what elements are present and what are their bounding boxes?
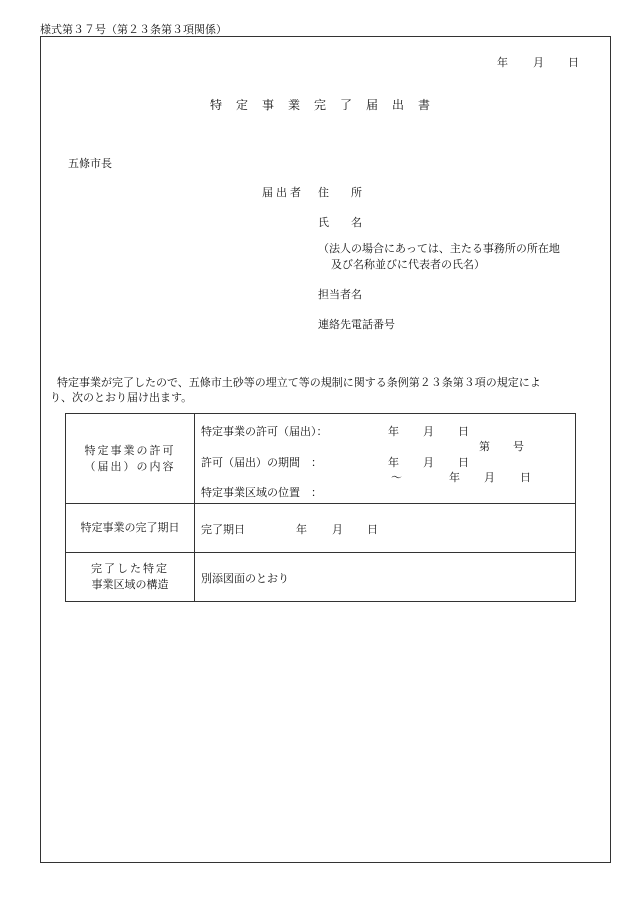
corporate-note-line2: 及び名称並びに代表者の氏名） xyxy=(331,258,485,271)
body-text-line1: 特定事業が完了したので、五條市土砂等の埋立て等の規制に関する条例第２３条第３項の規定によ xyxy=(57,376,541,389)
structure-label xyxy=(66,553,195,602)
row-structure xyxy=(66,553,576,602)
completion-date-label: 特定事業の完了期日 xyxy=(66,504,195,553)
period-end-month: 月 xyxy=(484,471,495,484)
structure-value: 別添図面のとおり xyxy=(201,572,289,585)
completion-date-cell xyxy=(195,504,576,553)
document-title: 特定事業完了届出書 xyxy=(210,98,445,112)
corporate-note-line1: （法人の場合にあっては、主たる事務所の所在地 xyxy=(318,242,560,255)
permit-content-label-line2: （届出）の内容 xyxy=(84,459,176,473)
name-label: 氏 名 xyxy=(318,216,362,229)
permit-content-label-line1: 特定事業の許可 xyxy=(84,443,176,457)
permit-day: 日 xyxy=(458,425,469,438)
period-start-month: 月 xyxy=(423,456,434,469)
permit-content-cell xyxy=(195,414,576,504)
period-start-year: 年 xyxy=(388,456,399,469)
form-number: 様式第３７号（第２３条第３項関係） xyxy=(40,23,227,36)
period-label: 許可（届出）の期間 ： xyxy=(201,456,322,469)
date-day: 日 xyxy=(568,56,579,69)
permit-no-suffix: 号 xyxy=(513,440,524,453)
permit-content-label xyxy=(66,414,195,504)
submitter-role: 届出者 xyxy=(262,186,304,199)
date-year: 年 xyxy=(497,56,508,69)
phone-label: 連絡先電話番号 xyxy=(318,318,395,331)
structure-cell xyxy=(195,553,576,602)
period-end-day: 日 xyxy=(520,471,531,484)
period-start-day: 日 xyxy=(458,456,469,469)
period-end-year: 年 xyxy=(449,471,460,484)
body-text-line2: り、次のとおり届け出ます。 xyxy=(50,391,193,404)
location-label: 特定事業区域の位置 ： xyxy=(201,486,322,499)
permit-month: 月 xyxy=(423,425,434,438)
completion-year: 年 xyxy=(296,523,307,536)
row-completion-date xyxy=(66,504,576,553)
permit-year: 年 xyxy=(388,425,399,438)
permit-no-prefix: 第 xyxy=(479,440,490,453)
addressee: 五條市長 xyxy=(68,157,112,170)
permit-label: 特定事業の許可（届出）： xyxy=(201,425,328,438)
row-permit-content xyxy=(66,414,576,504)
completion-month: 月 xyxy=(332,523,343,536)
completion-day: 日 xyxy=(367,523,378,536)
period-tilde: ～ xyxy=(391,471,402,484)
structure-label-line1: 完了した特定 xyxy=(91,562,169,575)
person-in-charge-label: 担当者名 xyxy=(318,288,362,301)
structure-label-line2: 事業区域の構造 xyxy=(91,578,169,591)
address-label: 住 所 xyxy=(318,186,362,199)
details-table xyxy=(65,413,576,602)
completion-label: 完了期日 xyxy=(201,523,245,536)
date-month: 月 xyxy=(533,56,544,69)
